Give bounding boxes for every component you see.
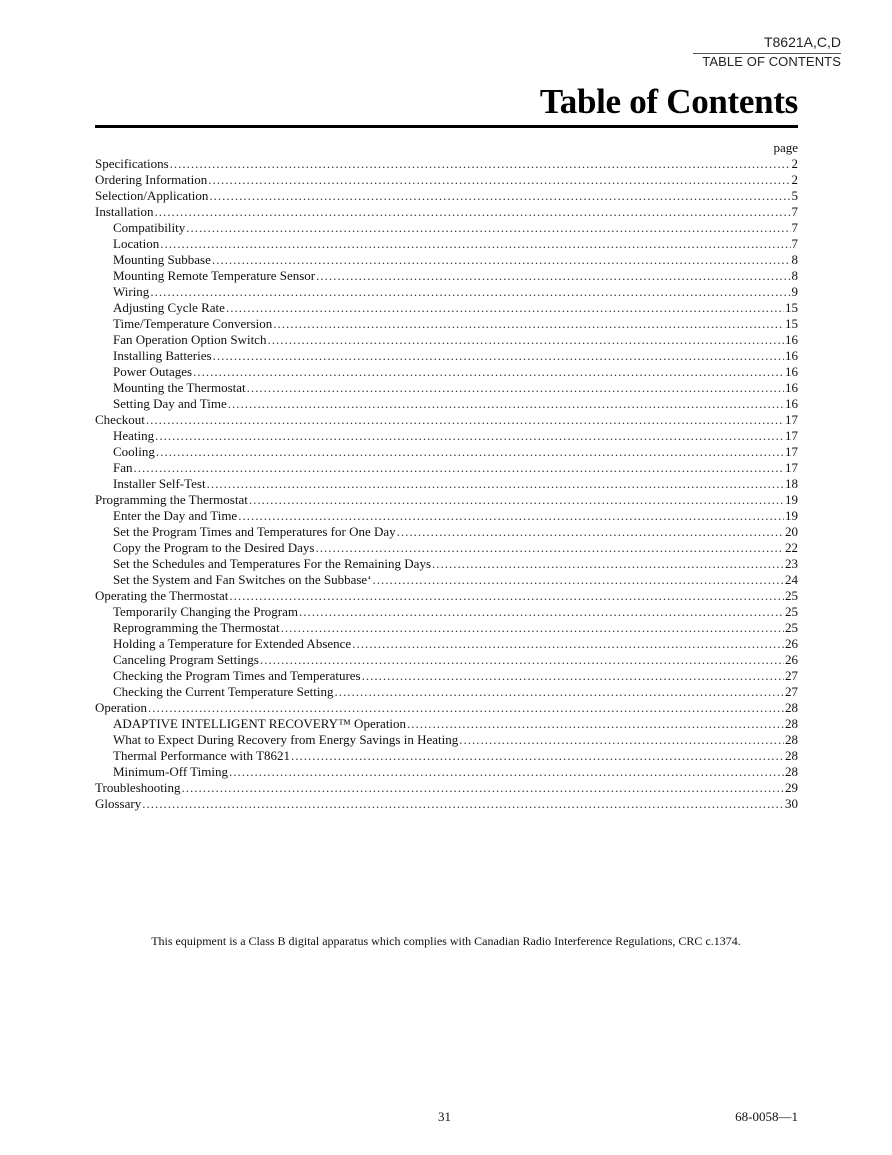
toc-entry-page: 15	[785, 300, 798, 315]
dot-leader	[207, 476, 784, 492]
dot-leader	[238, 508, 784, 524]
toc-entry-page: 27	[785, 684, 798, 699]
dot-leader	[160, 236, 790, 252]
dot-leader	[229, 588, 784, 604]
toc-entry-page: 25	[785, 588, 798, 603]
toc-entry-page: 20	[785, 524, 798, 539]
dot-leader	[150, 284, 790, 300]
toc-entry-title: ADAPTIVE INTELLIGENT RECOVERY™ Operation	[113, 716, 407, 731]
dot-leader	[247, 380, 784, 396]
toc-entry[interactable]	[95, 444, 798, 460]
dot-leader	[181, 780, 784, 796]
toc-entry-page: 16	[785, 380, 798, 395]
dot-leader	[209, 188, 790, 204]
toc-entry-page: 5	[791, 188, 798, 203]
toc-entry-title: Fan	[113, 460, 133, 475]
toc-entry-title: Checkout	[95, 412, 145, 427]
dot-leader	[146, 412, 784, 428]
toc-entry-page: 8	[791, 252, 798, 267]
toc-entry-title: Installing Batteries	[113, 348, 212, 363]
toc-entry[interactable]	[95, 364, 798, 380]
dot-leader	[155, 428, 784, 444]
toc-entry[interactable]	[95, 348, 798, 364]
toc-entry-title: Compatibility	[113, 220, 186, 235]
toc-entry[interactable]	[95, 652, 798, 668]
toc-entry-page: 17	[785, 460, 798, 475]
toc-entry[interactable]	[95, 380, 798, 396]
toc-entry-page: 27	[785, 668, 798, 683]
toc-entry-title: Mounting the Thermostat	[113, 380, 246, 395]
toc-entry-title: What to Expect During Recovery from Energy Savings in Heating	[113, 732, 459, 747]
toc-entry[interactable]	[95, 780, 798, 796]
dot-leader	[213, 348, 784, 364]
dot-leader	[142, 796, 784, 812]
toc-entry[interactable]	[95, 284, 798, 300]
dot-leader	[249, 492, 784, 508]
toc-entry[interactable]	[95, 684, 798, 700]
toc-entry[interactable]	[95, 396, 798, 412]
dot-leader	[407, 716, 784, 732]
toc-entry-page: 8	[791, 268, 798, 283]
toc-entry-title: Holding a Temperature for Extended Absence	[113, 636, 352, 651]
toc-entry-title: Setting Day and Time	[113, 396, 227, 411]
toc-entry-page: 16	[785, 364, 798, 379]
toc-entry-page: 19	[785, 492, 798, 507]
toc-entry-title: Power Outages	[113, 364, 193, 379]
toc-entry-title: Checking the Program Times and Temperatures	[113, 668, 361, 683]
toc-entry-title: Installer Self-Test	[113, 476, 206, 491]
dot-leader	[229, 764, 784, 780]
dot-leader	[193, 364, 784, 380]
dot-leader	[281, 620, 784, 636]
page-column-label: page	[773, 140, 798, 155]
toc-entry-title: Temporarily Changing the Program	[113, 604, 299, 619]
toc-entry[interactable]	[95, 476, 798, 492]
toc-entry-title: Canceling Program Settings	[113, 652, 259, 667]
toc-entry[interactable]	[95, 332, 798, 348]
toc-entry-page: 2	[791, 172, 798, 187]
dot-leader	[352, 636, 784, 652]
toc-entry[interactable]	[95, 540, 798, 556]
footer-page-number: 31	[438, 1109, 451, 1124]
toc-entry[interactable]	[95, 572, 798, 588]
dot-leader	[260, 652, 784, 668]
toc-entry[interactable]	[95, 732, 798, 748]
toc-entry-page: 26	[785, 636, 798, 651]
toc-entry-page: 28	[785, 716, 798, 731]
toc-entry-title: Operation	[95, 700, 147, 715]
toc-entry-title: Installation	[95, 204, 154, 219]
toc-entry[interactable]	[95, 636, 798, 652]
page-title: Table of Contents	[539, 82, 798, 121]
toc-entry-title: Fan Operation Option Switch	[113, 332, 267, 347]
toc-entry-title: Troubleshooting	[95, 780, 181, 795]
toc-entry[interactable]	[95, 508, 798, 524]
toc-entry-page: 28	[785, 764, 798, 779]
dot-leader	[362, 668, 784, 684]
toc-entry[interactable]	[95, 764, 798, 780]
toc-entry-title: Heating	[113, 428, 155, 443]
dot-leader	[315, 540, 784, 556]
dot-leader	[208, 172, 790, 188]
dot-leader	[397, 524, 784, 540]
toc-entry-title: Enter the Day and Time	[113, 508, 238, 523]
dot-leader	[291, 748, 784, 764]
toc-entry-page: 22	[785, 540, 798, 555]
dot-leader	[226, 300, 784, 316]
toc-entry-title: Checking the Current Temperature Setting	[113, 684, 334, 699]
toc-entry-title: Mounting Remote Temperature Sensor	[113, 268, 316, 283]
toc-entry-title: Set the Program Times and Temperatures for One Day	[113, 524, 396, 539]
toc-entry[interactable]	[95, 252, 798, 268]
dot-leader	[459, 732, 784, 748]
toc-entry[interactable]	[95, 220, 798, 236]
toc-entry[interactable]	[95, 156, 798, 172]
toc-entry-page: 17	[785, 444, 798, 459]
toc-entry-title: Glossary	[95, 796, 142, 811]
toc-entry[interactable]	[95, 300, 798, 316]
toc-list	[95, 156, 798, 812]
toc-entry-page: 9	[791, 284, 798, 299]
toc-entry-title: Adjusting Cycle Rate	[113, 300, 225, 315]
toc-entry-title: Location	[113, 236, 160, 251]
toc-entry[interactable]	[95, 268, 798, 284]
dot-leader	[432, 556, 784, 572]
toc-entry-page: 23	[785, 556, 798, 571]
toc-entry-page: 19	[785, 508, 798, 523]
dot-leader	[373, 572, 784, 588]
toc-entry-page: 28	[785, 748, 798, 763]
toc-entry-page: 29	[785, 780, 798, 795]
toc-entry[interactable]	[95, 588, 798, 604]
header-model: T8621A,C,D	[763, 34, 841, 50]
toc-entry-title: Operating the Thermostat	[95, 588, 229, 603]
dot-leader	[170, 156, 791, 172]
toc-entry[interactable]	[95, 316, 798, 332]
toc-entry-page: 28	[785, 732, 798, 747]
header-section: TABLE OF CONTENTS	[702, 54, 841, 69]
toc-entry[interactable]	[95, 172, 798, 188]
toc-entry[interactable]	[95, 748, 798, 764]
toc-entry[interactable]	[95, 236, 798, 252]
toc-entry[interactable]	[95, 716, 798, 732]
dot-leader	[148, 700, 784, 716]
toc-entry[interactable]	[95, 412, 798, 428]
title-rule	[95, 125, 798, 128]
toc-entry-page: 2	[791, 156, 798, 171]
toc-entry-page: 15	[785, 316, 798, 331]
dot-leader	[212, 252, 791, 268]
toc-entry[interactable]	[95, 796, 798, 812]
toc-entry[interactable]	[95, 428, 798, 444]
dot-leader	[186, 220, 790, 236]
toc-entry[interactable]	[95, 204, 798, 220]
toc-entry-page: 16	[785, 332, 798, 347]
footer-doc-number: 68-0058—1	[735, 1109, 798, 1124]
dot-leader	[156, 444, 784, 460]
toc-entry-title: Reprogramming the Thermostat	[113, 620, 280, 635]
toc-entry-title: Time/Temperature Conversion	[113, 316, 273, 331]
toc-entry-page: 25	[785, 604, 798, 619]
toc-entry-title: Wiring	[113, 284, 150, 299]
toc-entry-title: Thermal Performance with T8621	[113, 748, 291, 763]
toc-entry[interactable]	[95, 524, 798, 540]
toc-entry-page: 17	[785, 412, 798, 427]
toc-entry-title: Copy the Program to the Desired Days	[113, 540, 315, 555]
toc-entry-title: Cooling	[113, 444, 155, 459]
dot-leader	[316, 268, 790, 284]
dot-leader	[228, 396, 784, 412]
dot-leader	[267, 332, 784, 348]
dot-leader	[134, 460, 785, 476]
toc-entry-page: 26	[785, 652, 798, 667]
toc-entry-title: Set the System and Fan Switches on the Subbase‘	[113, 572, 372, 587]
toc-entry[interactable]	[95, 604, 798, 620]
toc-entry-title: Minimum-Off Timing	[113, 764, 228, 779]
toc-entry[interactable]	[95, 556, 798, 572]
toc-entry-title: Ordering Information	[95, 172, 208, 187]
dot-leader	[299, 604, 784, 620]
toc-entry-title: Mounting Subbase	[113, 252, 211, 267]
toc-entry-page: 30	[785, 796, 798, 811]
toc-entry-page: 18	[785, 476, 798, 491]
toc-entry[interactable]	[95, 492, 798, 508]
toc-entry-page: 16	[785, 348, 798, 363]
toc-entry[interactable]	[95, 668, 798, 684]
toc-entry-page: 7	[791, 204, 798, 219]
toc-entry-page: 7	[791, 220, 798, 235]
regulatory-notice: This equipment is a Class B digital apparatus which complies with Canadian Radio Interference Regulations, CRC c.1374.	[151, 934, 741, 948]
dot-leader	[273, 316, 784, 332]
toc-entry[interactable]	[95, 620, 798, 636]
toc-entry[interactable]	[95, 188, 798, 204]
toc-entry-page: 25	[785, 620, 798, 635]
toc-entry-title: Specifications	[95, 156, 169, 171]
toc-entry-page: 24	[785, 572, 798, 587]
toc-entry-page: 7	[791, 236, 798, 251]
toc-entry[interactable]	[95, 700, 798, 716]
dot-leader	[335, 684, 784, 700]
toc-entry-title: Selection/Application	[95, 188, 209, 203]
toc-entry-page: 17	[785, 428, 798, 443]
toc-entry-page: 16	[785, 396, 798, 411]
toc-entry[interactable]	[95, 460, 798, 476]
toc-entry-title: Set the Schedules and Temperatures For the Remaining Days	[113, 556, 431, 571]
toc-entry-page: 28	[785, 700, 798, 715]
dot-leader	[155, 204, 791, 220]
toc-entry-title: Programming the Thermostat	[95, 492, 248, 507]
